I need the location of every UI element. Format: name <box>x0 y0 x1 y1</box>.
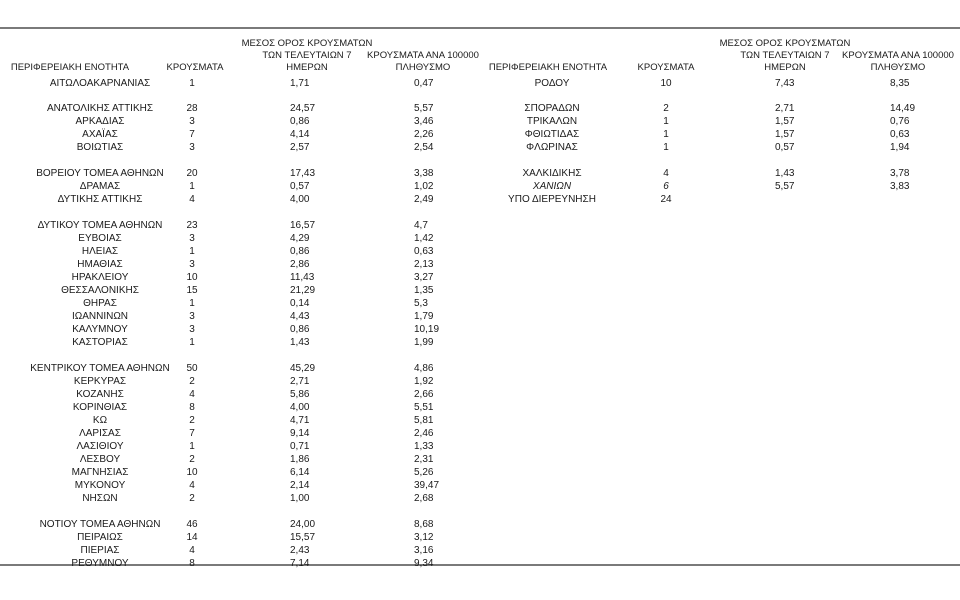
header-cases-right: ΚΡΟΥΣΜΑΤΑ <box>637 62 695 73</box>
cell-name: ΕΥΒΟΙΑΣ <box>78 233 122 244</box>
cell-rate: 1,79 <box>414 311 434 322</box>
cell-avg: 17,43 <box>290 168 316 179</box>
cell-rate: 1,35 <box>414 285 434 296</box>
cell-cases: 3 <box>189 233 195 244</box>
cell-name: ΚΑΛΥΜΝΟΥ <box>72 324 128 335</box>
cell-avg: 0,71 <box>290 441 310 452</box>
cell-rate: 5,3 <box>414 298 428 309</box>
cell-name: ΚΟΡΙΝΘΙΑΣ <box>72 402 128 413</box>
cell-name: ΣΠΟΡΑΔΩΝ <box>524 103 580 114</box>
cell-rate: 8,35 <box>890 78 910 89</box>
cell-rate: 9,34 <box>414 558 434 569</box>
cell-rate: 39,47 <box>414 480 440 491</box>
cell-rate: 3,16 <box>414 545 434 556</box>
cell-avg: 0,86 <box>290 324 310 335</box>
cell-cases: 1 <box>189 337 195 348</box>
cell-cases: 4 <box>189 389 195 400</box>
header-region-right: ΠΕΡΙΦΕΡΕΙΑΚΗ ΕΝΟΤΗΤΑ <box>488 62 608 73</box>
cell-cases: 2 <box>189 415 195 426</box>
cell-rate: 3,27 <box>414 272 434 283</box>
cell-cases: 2 <box>663 103 669 114</box>
cell-avg: 2,71 <box>290 376 310 387</box>
cell-cases: 23 <box>186 220 198 231</box>
cell-name: ΔΥΤΙΚΟΥ ΤΟΜΕΑ ΑΘΗΝΩΝ <box>37 220 163 231</box>
cell-cases: 3 <box>189 311 195 322</box>
cell-name: ΒΟΙΩΤΙΑΣ <box>76 142 124 153</box>
cell-avg: 7,14 <box>290 558 310 569</box>
cell-rate: 2,13 <box>414 259 434 270</box>
cell-name: ΥΠΟ ΔΙΕΡΕΥΝΗΣΗ <box>508 194 596 205</box>
cell-avg: 1,71 <box>290 78 310 89</box>
cell-rate: 0,47 <box>414 78 434 89</box>
cell-avg: 11,43 <box>290 272 315 283</box>
cell-avg: 1,57 <box>775 116 795 127</box>
cell-avg: 0,86 <box>290 116 310 127</box>
cell-rate: 2,54 <box>414 142 434 153</box>
cell-cases: 8 <box>189 558 195 569</box>
cell-name: ΔΡΑΜΑΣ <box>79 181 121 192</box>
cell-cases: 3 <box>189 116 195 127</box>
cell-name: ΗΛΕΙΑΣ <box>81 246 119 257</box>
cell-rate: 1,42 <box>414 233 434 244</box>
cell-name: ΦΘΙΩΤΙΔΑΣ <box>524 129 580 140</box>
cell-name: ΙΩΑΝΝΙΝΩΝ <box>71 311 129 322</box>
cell-rate: 0,63 <box>414 246 434 257</box>
cell-cases: 4 <box>189 545 195 556</box>
cell-name: ΘΗΡΑΣ <box>83 298 117 309</box>
cell-rate: 1,02 <box>414 181 434 192</box>
cell-rate: 5,57 <box>414 103 434 114</box>
cell-name: ΘΕΣΣΑΛΟΝΙΚΗΣ <box>61 285 139 296</box>
cell-name: ΧΑΛΚΙΔΙΚΗΣ <box>522 168 582 179</box>
cell-name: ΚΕΡΚΥΡΑΣ <box>73 376 127 387</box>
cell-name: ΦΛΩΡΙΝΑΣ <box>526 142 578 153</box>
cell-cases: 1 <box>189 246 195 257</box>
cell-cases: 4 <box>189 194 195 205</box>
cell-cases: 24 <box>660 194 672 205</box>
cell-name: ΚΩ <box>92 415 108 426</box>
cell-cases: 7 <box>189 428 195 439</box>
cell-avg: 16,57 <box>290 220 316 231</box>
cell-avg: 15,57 <box>290 532 316 543</box>
cell-name: ΗΜΑΘΙΑΣ <box>77 259 123 270</box>
cell-cases: 50 <box>186 363 198 374</box>
cell-avg: 0,14 <box>290 298 310 309</box>
cell-rate: 3,78 <box>890 168 910 179</box>
cell-avg: 4,71 <box>290 415 310 426</box>
cell-cases: 28 <box>186 103 198 114</box>
cell-avg: 1,00 <box>290 493 310 504</box>
cell-rate: 3,38 <box>414 168 434 179</box>
cell-cases: 14 <box>186 532 198 543</box>
cell-name: ΛΑΡΙΣΑΣ <box>79 428 121 439</box>
cell-cases: 4 <box>663 168 669 179</box>
cell-rate: 1,33 <box>414 441 434 452</box>
cell-avg: 4,29 <box>290 233 310 244</box>
cell-cases: 10 <box>186 467 198 478</box>
cell-avg: 21,29 <box>290 285 316 296</box>
cell-name: ΠΙΕΡΙΑΣ <box>80 545 120 556</box>
cell-name: ΚΟΖΑΝΗΣ <box>76 389 124 400</box>
cell-rate: 2,46 <box>414 428 434 439</box>
cell-avg: 4,14 <box>290 129 310 140</box>
cell-rate: 4,7 <box>414 220 428 231</box>
cell-avg: 0,57 <box>290 181 310 192</box>
cell-avg: 24,00 <box>290 519 316 530</box>
cell-rate: 2,49 <box>414 194 434 205</box>
cell-name: ΑΡΚΑΔΙΑΣ <box>75 116 125 127</box>
cell-cases: 1 <box>189 441 195 452</box>
cell-name: ΛΑΣΙΘΙΟΥ <box>76 441 124 452</box>
cell-rate: 0,63 <box>890 129 910 140</box>
header-rate-line2: ΠΛΗΘΥΣΜΟ <box>870 62 926 73</box>
cell-rate: 3,46 <box>414 116 434 127</box>
cell-name: ΤΡΙΚΑΛΩΝ <box>526 116 578 127</box>
header-avg-line1: ΜΕΣΟΣ ΟΡΟΣ ΚΡΟΥΣΜΑΤΩΝ <box>719 38 851 49</box>
cell-cases: 15 <box>186 285 198 296</box>
cell-cases: 10 <box>660 78 672 89</box>
cell-name: ΔΥΤΙΚΗΣ ΑΤΤΙΚΗΣ <box>57 194 143 205</box>
cell-avg: 7,43 <box>775 78 795 89</box>
cell-cases: 1 <box>189 78 195 89</box>
cell-cases: 1 <box>189 298 195 309</box>
cell-cases: 20 <box>186 168 198 179</box>
cell-avg: 0,57 <box>775 142 795 153</box>
cell-avg: 6,14 <box>290 467 310 478</box>
cell-cases: 2 <box>189 376 195 387</box>
cell-rate: 2,26 <box>414 129 434 140</box>
header-avg-line3: ΗΜΕΡΩΝ <box>764 62 806 73</box>
header-region-left: ΠΕΡΙΦΕΡΕΙΑΚΗ ΕΝΟΤΗΤΑ <box>10 62 130 73</box>
cell-avg: 5,86 <box>290 389 310 400</box>
cell-cases: 4 <box>189 480 195 491</box>
cell-rate: 8,68 <box>414 519 434 530</box>
cell-rate: 1,92 <box>414 376 434 387</box>
cell-rate: 3,12 <box>414 532 434 543</box>
cell-avg: 4,43 <box>290 311 310 322</box>
cell-rate: 2,31 <box>414 454 434 465</box>
cell-name: ΑΧΑΪΑΣ <box>82 129 118 140</box>
header-avg-line2: ΤΩΝ ΤΕΛΕΥΤΑΙΩΝ 7 <box>262 50 352 61</box>
cell-name: ΑΝΑΤΟΛΙΚΗΣ ΑΤΤΙΚΗΣ <box>46 103 154 114</box>
cell-rate: 10,19 <box>414 324 440 335</box>
cell-cases: 6 <box>663 181 669 192</box>
cell-rate: 4,86 <box>414 363 434 374</box>
cell-cases: 1 <box>663 142 669 153</box>
cell-rate: 5,51 <box>414 402 434 413</box>
header-rate-left <box>358 50 488 74</box>
cell-avg: 1,43 <box>290 337 310 348</box>
top-rule <box>0 27 960 29</box>
header-rate-line1: ΚΡΟΥΣΜΑΤΑ ΑΝΑ 100000 <box>842 50 954 61</box>
cell-name: ΧΑΝΙΩΝ <box>532 181 572 192</box>
cell-avg: 2,14 <box>290 480 310 491</box>
cell-cases: 3 <box>189 142 195 153</box>
header-avg-line3: ΗΜΕΡΩΝ <box>286 62 328 73</box>
cell-cases: 2 <box>189 493 195 504</box>
cell-name: ΚΑΣΤΟΡΙΑΣ <box>72 337 128 348</box>
cell-avg: 1,57 <box>775 129 795 140</box>
cell-name: ΜΑΓΝΗΣΙΑΣ <box>71 467 129 478</box>
cell-avg: 5,57 <box>775 181 795 192</box>
header-avg-line1: ΜΕΣΟΣ ΟΡΟΣ ΚΡΟΥΣΜΑΤΩΝ <box>241 38 373 49</box>
cell-cases: 10 <box>186 272 198 283</box>
cell-avg: 4,00 <box>290 402 310 413</box>
cell-cases: 1 <box>189 181 195 192</box>
cell-rate: 2,68 <box>414 493 434 504</box>
cell-name: ΝΟΤΙΟΥ ΤΟΜΕΑ ΑΘΗΝΩΝ <box>39 519 161 530</box>
cell-avg: 2,57 <box>290 142 310 153</box>
cell-cases: 7 <box>189 129 195 140</box>
header-avg-line2: ΤΩΝ ΤΕΛΕΥΤΑΙΩΝ 7 <box>740 50 830 61</box>
cell-avg: 2,71 <box>775 103 795 114</box>
cell-avg: 0,86 <box>290 246 310 257</box>
cell-rate: 5,81 <box>414 415 434 426</box>
cell-name: ΠΕΙΡΑΙΩΣ <box>77 532 123 543</box>
cell-avg: 2,43 <box>290 545 310 556</box>
cell-cases: 3 <box>189 259 195 270</box>
header-cases-left: ΚΡΟΥΣΜΑΤΑ <box>166 62 224 73</box>
header-rate-line2: ΠΛΗΘΥΣΜΟ <box>395 62 451 73</box>
cell-rate: 1,99 <box>414 337 434 348</box>
cell-cases: 3 <box>189 324 195 335</box>
cell-avg: 2,86 <box>290 259 310 270</box>
cell-name: ΑΙΤΩΛΟΑΚΑΡΝΑΝΙΑΣ <box>49 78 151 89</box>
cell-avg: 24,57 <box>290 103 316 114</box>
cell-name: ΝΗΣΩΝ <box>82 493 118 504</box>
cell-name: ΚΕΝΤΡΙΚΟΥ ΤΟΜΕΑ ΑΘΗΝΩΝ <box>30 363 170 374</box>
cell-avg: 1,43 <box>775 168 795 179</box>
cell-name: ΗΡΑΚΛΕΙΟΥ <box>71 272 129 283</box>
header-rate-right <box>836 50 960 74</box>
cell-name: ΡΟΔΟΥ <box>534 78 570 89</box>
cell-rate: 1,94 <box>890 142 910 153</box>
cell-name: ΒΟΡΕΙΟΥ ΤΟΜΕΑ ΑΘΗΝΩΝ <box>36 168 164 179</box>
cell-rate: 5,26 <box>414 467 434 478</box>
cell-cases: 1 <box>663 129 669 140</box>
cell-cases: 46 <box>186 519 198 530</box>
cell-name: ΡΕΘΥΜΝΟΥ <box>71 558 129 569</box>
cell-avg: 45,29 <box>290 363 316 374</box>
cell-name: ΜΥΚΟΝΟΥ <box>74 480 126 491</box>
cell-rate: 14,49 <box>890 103 916 114</box>
cell-cases: 1 <box>663 116 669 127</box>
header-rate-line1: ΚΡΟΥΣΜΑΤΑ ΑΝΑ 100000 <box>367 50 479 61</box>
cell-cases: 2 <box>189 454 195 465</box>
cell-rate: 0,76 <box>890 116 910 127</box>
cell-avg: 9,14 <box>290 428 310 439</box>
cell-name: ΛΕΣΒΟΥ <box>79 454 121 465</box>
cell-avg: 4,00 <box>290 194 310 205</box>
cell-cases: 8 <box>189 402 195 413</box>
cell-rate: 3,83 <box>890 181 910 192</box>
cell-rate: 2,66 <box>414 389 434 400</box>
cell-avg: 1,86 <box>290 454 310 465</box>
